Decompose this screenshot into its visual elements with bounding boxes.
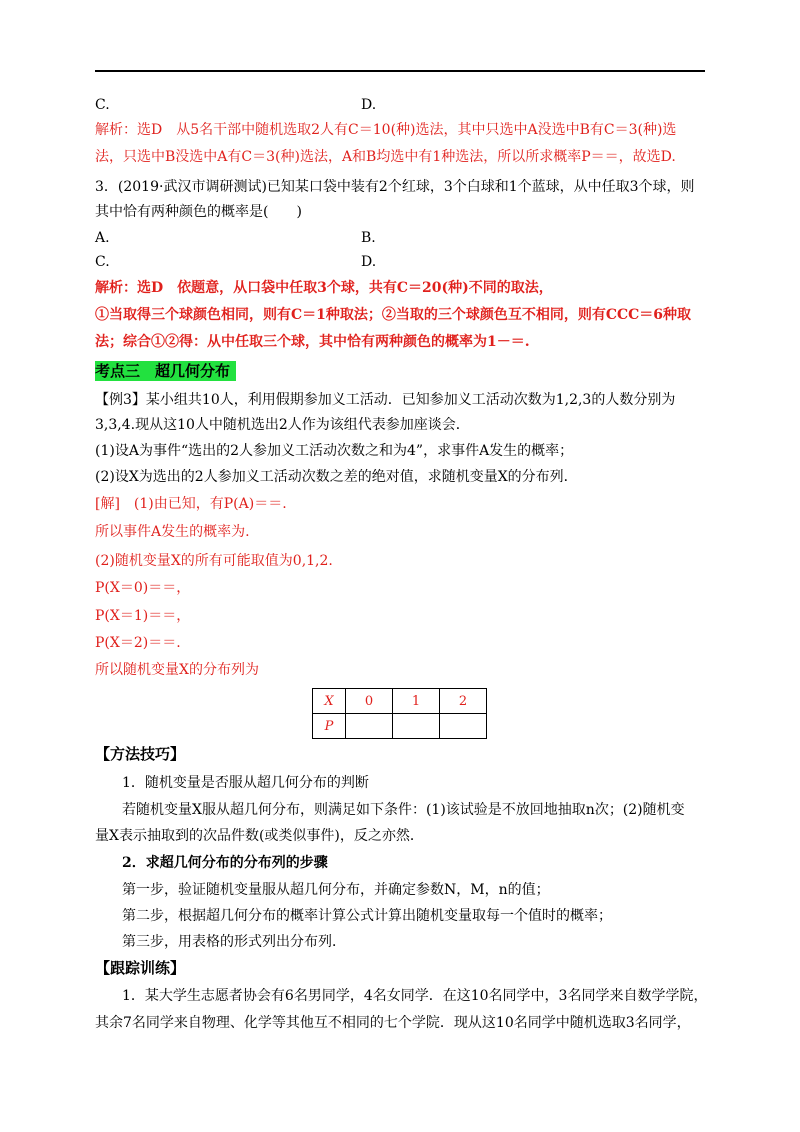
- example-line-2: 3,3,4.现从这10人中随机选出2人作为该组代表参加座谈会．: [95, 417, 470, 433]
- table-cell: 0: [346, 689, 393, 714]
- table-cell: P: [313, 714, 346, 739]
- method-line-2: 若随机变量X服从超几何分布，则满足如下条件：(1)该试验是不放回地抽取n次；(2)随机变: [122, 802, 685, 818]
- tracking-line-2: 其余7名同学来自物理、化学等其他互不相同的七个学院．现从这10名同学中随机选取3名同学，: [95, 1015, 691, 1031]
- option-a: A.: [95, 230, 110, 246]
- example-line-3: (1)设A为事件“选出的2人参加义工活动次数之和为4”，求事件A发生的概率；: [95, 443, 574, 459]
- option-c: C.: [95, 97, 110, 113]
- table-row: [313, 714, 487, 739]
- method-line-3: 量X表示抽取到的次品件数(或类似事件)，反之亦然．: [95, 828, 424, 844]
- option-d: D.: [361, 254, 377, 270]
- answer-line-1: [解] (1)由已知，有P(A)＝＝.: [95, 496, 287, 512]
- method-line-7: 第三步，用表格的形式列出分布列．: [122, 934, 346, 950]
- table-cell: 1: [393, 689, 440, 714]
- solution-3-line-2: ①当取得三个球颜色相同，则有C＝1种取法；②当取的三个球颜色互不相同，则有CCC＝6种取: [95, 307, 692, 323]
- solution-3-line-1: 解析：选D 依题意，从口袋中任取3个球，共有C＝20(种)不同的取法，: [95, 280, 553, 296]
- answer-line-3: (2)随机变量X的所有可能取值为0,1,2.: [95, 553, 333, 569]
- answer-line-6: P(X＝2)＝＝.: [95, 635, 181, 651]
- section-heading: 考点三 超几何分布: [95, 361, 236, 381]
- solution-2-line-1: 解析：选D 从5名干部中随机选取2人有C＝10(种)选法，其中只选中A没选中B有C＝3(种)选: [95, 122, 677, 138]
- answer-line-2: 所以事件A发生的概率为.: [95, 524, 250, 540]
- option-c: C.: [95, 254, 110, 270]
- answer-line-5: P(X＝1)＝＝，: [95, 608, 191, 624]
- distribution-table: [312, 688, 487, 739]
- header-rule: [95, 70, 705, 72]
- table-cell: [346, 714, 393, 739]
- table-row: [313, 689, 487, 714]
- method-heading: 【方法技巧】: [95, 745, 186, 763]
- table-cell: [393, 714, 440, 739]
- example-line-1: 【例3】某小组共10人，利用假期参加义工活动．已知参加义工活动次数为1,2,3的人数分别为: [95, 392, 676, 408]
- table-cell: X: [313, 689, 346, 714]
- tracking-heading: 【跟踪训练】: [95, 959, 186, 977]
- option-b: B.: [361, 230, 376, 246]
- question-3-line-1: 3．(2019·武汉市调研测试)已知某口袋中装有2个红球，3个白球和1个蓝球，从中任取3个球，则: [95, 179, 695, 195]
- solution-3-line-3: 法；综合①②得：从中任取三个球，其中恰有两种颜色的概率为1－＝.: [95, 334, 530, 350]
- method-line-4: 2．求超几何分布的分布列的步骤: [122, 855, 328, 871]
- example-line-4: (2)设X为选出的2人参加义工活动次数之差的绝对值，求随机变量X的分布列．: [95, 469, 578, 485]
- solution-2-line-2: 法，只选中B没选中A有C＝3(种)选法，A和B均选中有1种选法，所以所求概率P＝＝，故选D.: [95, 149, 676, 165]
- method-line-1: 1．随机变量是否服从超几何分布的判断: [122, 775, 369, 791]
- method-line-5: 第一步，验证随机变量服从超几何分布，并确定参数N，M，n的值；: [122, 882, 550, 898]
- answer-line-7: 所以随机变量X的分布列为: [95, 662, 259, 678]
- method-line-6: 第二步，根据超几何分布的概率计算公式计算出随机变量取每一个值时的概率；: [122, 908, 612, 924]
- table-cell: [440, 714, 487, 739]
- question-3-line-2: 其中恰有两种颜色的概率是( ): [95, 204, 302, 220]
- answer-line-4: P(X＝0)＝＝，: [95, 580, 191, 596]
- tracking-line-1: 1．某大学生志愿者协会有6名男同学，4名女同学．在这10名同学中，3名同学来自数学学院，: [122, 988, 708, 1004]
- table-cell: 2: [440, 689, 487, 714]
- option-d: D.: [361, 97, 377, 113]
